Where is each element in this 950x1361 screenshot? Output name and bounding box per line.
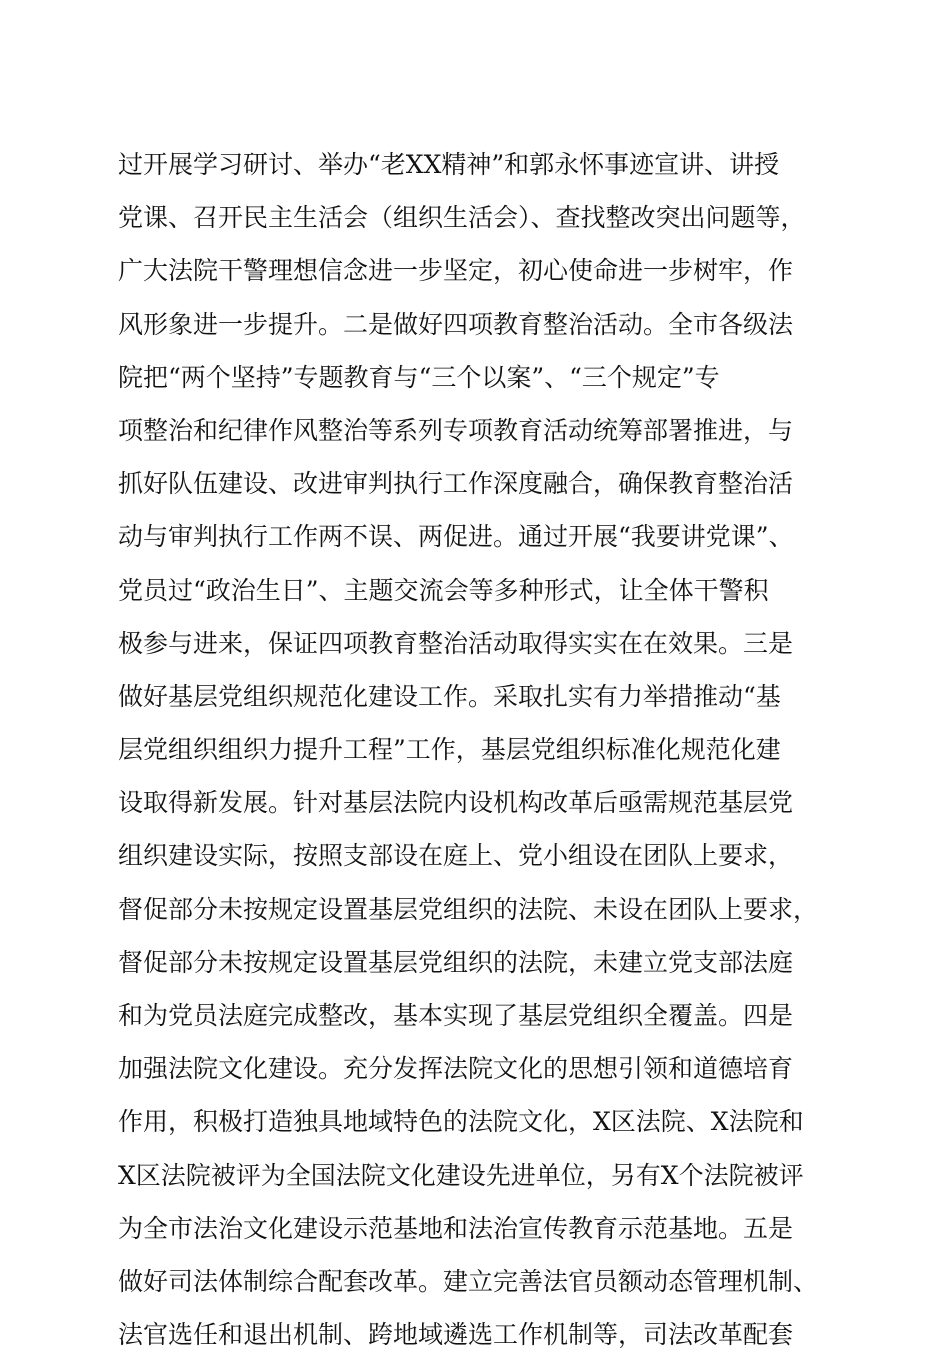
body-text <box>118 138 838 1361</box>
text-line: 做好司法体制综合配套改革。建立完善法官员额动态管理机制、 <box>118 1266 819 1296</box>
text-line: 组织建设实际，按照支部设在庭上、党小组设在团队上要求， <box>118 841 794 871</box>
text-line: 和为党员法庭完成整改，基本实现了基层党组织全覆盖。四是 <box>118 1001 794 1030</box>
text-line: 督促部分未按规定设置基层党组织的法院、未设在团队上要求， <box>118 894 819 924</box>
text-line: X区法院被评为全国法院文化建设先进单位，另有X个法院被评 <box>118 1160 804 1190</box>
text-line: 设取得新发展。针对基层法院内设机构改革后亟需规范基层党 <box>118 788 794 818</box>
text-line: 党课、召开民主生活会（组织生活会）、查找整改突出问题等， <box>118 203 806 233</box>
text-line: 层党组织组织力提升工程”工作，基层党组织标准化规范化建 <box>118 735 781 765</box>
text-line: 法官选任和退出机制、跨地域遴选工作机制等，司法改革配套 <box>118 1320 794 1350</box>
text-line: 动与审判执行工作两不误、两促进。通过开展“我要讲党课”、 <box>118 522 794 552</box>
text-line: 项整治和纪律作风整治等系列专项教育活动统筹部署推进，与 <box>118 415 794 445</box>
text-line: 督促部分未按规定设置基层党组织的法院，未建立党支部法庭 <box>118 947 794 977</box>
text-line: 加强法院文化建设。充分发挥法院文化的思想引领和道德培育 <box>118 1054 794 1084</box>
text-line: 极参与进来，保证四项教育整治活动取得实实在在效果。三是 <box>118 628 794 658</box>
text-line: 院把“两个坚持”专题教育与“三个以案”、“三个规定”专 <box>118 362 720 392</box>
text-line: 党员过“政治生日”、主题交流会等多种形式，让全体干警积 <box>118 575 769 605</box>
text-line: 作用，积极打造独具地域特色的法院文化，X区法院、X法院和 <box>118 1107 804 1137</box>
text-line: 风形象进一步提升。二是做好四项教育整治活动。全市各级法 <box>118 309 794 339</box>
text-line: 广大法院干警理想信念进一步坚定，初心使命进一步树牢，作 <box>118 256 794 286</box>
text-line: 过开展学习研讨、举办“老XX精神”和郭永怀事迹宣讲、讲授 <box>118 150 780 179</box>
text-line: 做好基层党组织规范化建设工作。采取扎实有力举措推动“基 <box>118 681 781 711</box>
text-line: 抓好队伍建设、改进审判执行工作深度融合，确保教育整治活 <box>118 469 794 499</box>
text-line: 为全市法治文化建设示范基地和法治宣传教育示范基地。五是 <box>118 1213 794 1243</box>
